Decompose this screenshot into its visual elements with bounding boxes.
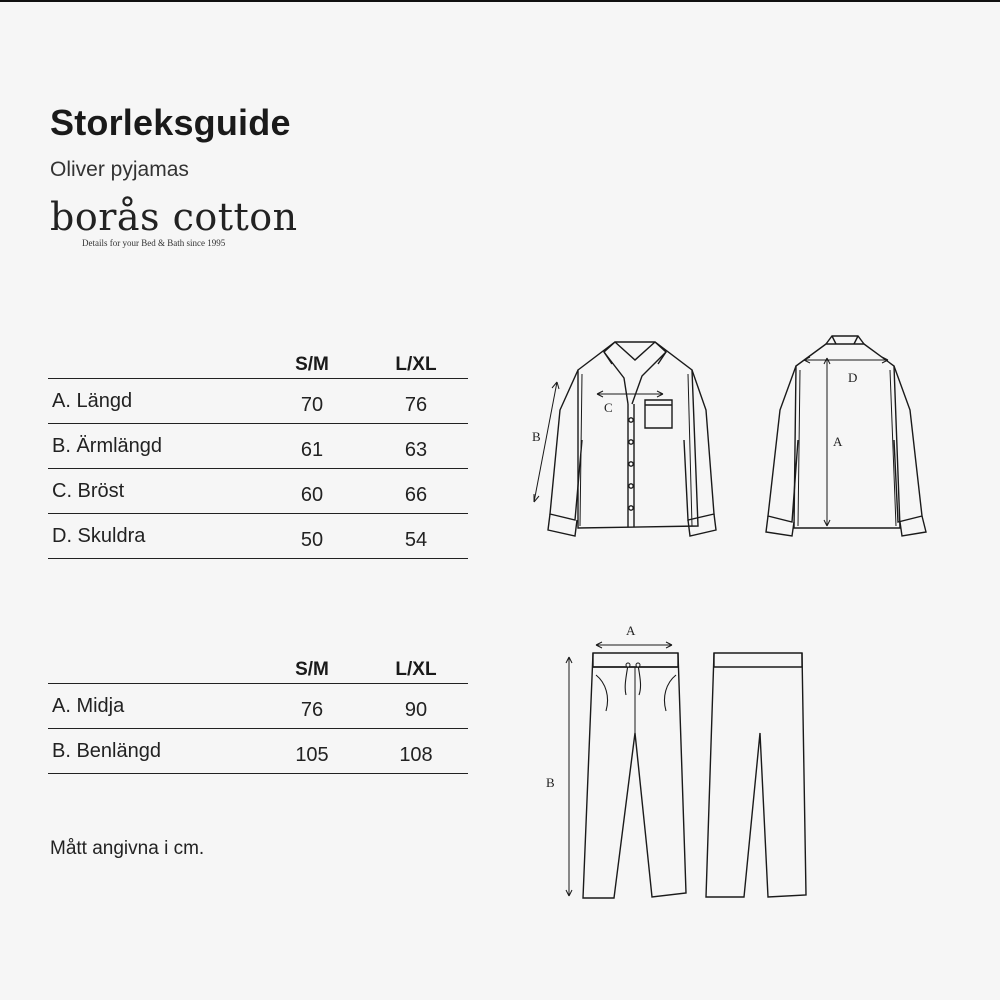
pants-drawstring <box>625 665 640 695</box>
shirt-collar <box>604 342 666 404</box>
row-label: A. Midja <box>48 684 260 729</box>
brand-logo <box>50 195 298 248</box>
row-value: 76 <box>364 379 468 424</box>
header-blank <box>48 352 260 379</box>
label-a: A <box>833 434 843 449</box>
column-header: L/XL <box>395 659 437 680</box>
row-value: 76 <box>260 684 364 729</box>
shirt-front-diagram <box>520 330 720 545</box>
column-header: S/M <box>295 659 329 680</box>
pants-size-table <box>48 657 468 774</box>
table-row <box>48 729 468 774</box>
row-value: 54 <box>364 514 468 559</box>
brand-name: borås cotton <box>50 195 298 239</box>
row-value: 90 <box>364 684 468 729</box>
page-title: Storleksguide <box>50 102 291 143</box>
shirt-back-collar <box>826 336 864 344</box>
shirt-back-outline <box>794 344 900 528</box>
shirt-pocket <box>645 400 672 428</box>
row-value: 70 <box>260 379 364 424</box>
row-label: D. Skuldra <box>48 514 260 559</box>
label-b: B <box>546 775 555 790</box>
table-row <box>48 514 468 559</box>
shirt-back-diagram <box>760 330 940 545</box>
row-value: 60 <box>260 469 364 514</box>
row-label: A. Längd <box>48 379 260 424</box>
row-value: 61 <box>260 424 364 469</box>
top-border <box>0 0 1000 2</box>
table-row <box>48 469 468 514</box>
measure-b-length-arrow <box>566 657 572 896</box>
table-row <box>48 424 468 469</box>
measure-d-arrow <box>804 357 888 363</box>
row-value: 50 <box>260 514 364 559</box>
pants-back-outline <box>706 653 806 897</box>
table-row <box>48 379 468 424</box>
row-value: 105 <box>260 729 364 774</box>
pants-back-waistband <box>714 653 802 667</box>
shirt-front-outline <box>578 342 698 528</box>
header-blank <box>48 657 260 684</box>
units-note: Mått angivna i cm. <box>50 838 205 859</box>
column-header: L/XL <box>395 354 437 375</box>
row-value: 66 <box>364 469 468 514</box>
product-subtitle: Oliver pyjamas <box>50 158 189 181</box>
label-c: C <box>604 400 613 415</box>
brand-tagline: Details for your Bed & Bath since 1995 <box>82 238 226 248</box>
pants-diagram <box>540 615 820 910</box>
row-value: 63 <box>364 424 468 469</box>
measure-c-arrow <box>597 391 663 397</box>
pants-front-waistband <box>593 653 678 667</box>
table-row <box>48 684 468 729</box>
row-value: 108 <box>364 729 468 774</box>
measure-a-arrow <box>824 358 830 526</box>
row-label: C. Bröst <box>48 469 260 514</box>
shirt-back-left-sleeve <box>768 366 798 522</box>
measure-a-waist-arrow <box>596 642 672 648</box>
label-d: D <box>848 370 858 385</box>
label-b: B <box>532 429 541 444</box>
row-label: B. Ärmlängd <box>48 424 260 469</box>
shirt-size-table <box>48 352 468 559</box>
shirt-back-right-sleeve <box>894 366 922 522</box>
row-label: B. Benlängd <box>48 729 260 774</box>
column-header: S/M <box>295 354 329 375</box>
label-a: A <box>626 623 636 638</box>
